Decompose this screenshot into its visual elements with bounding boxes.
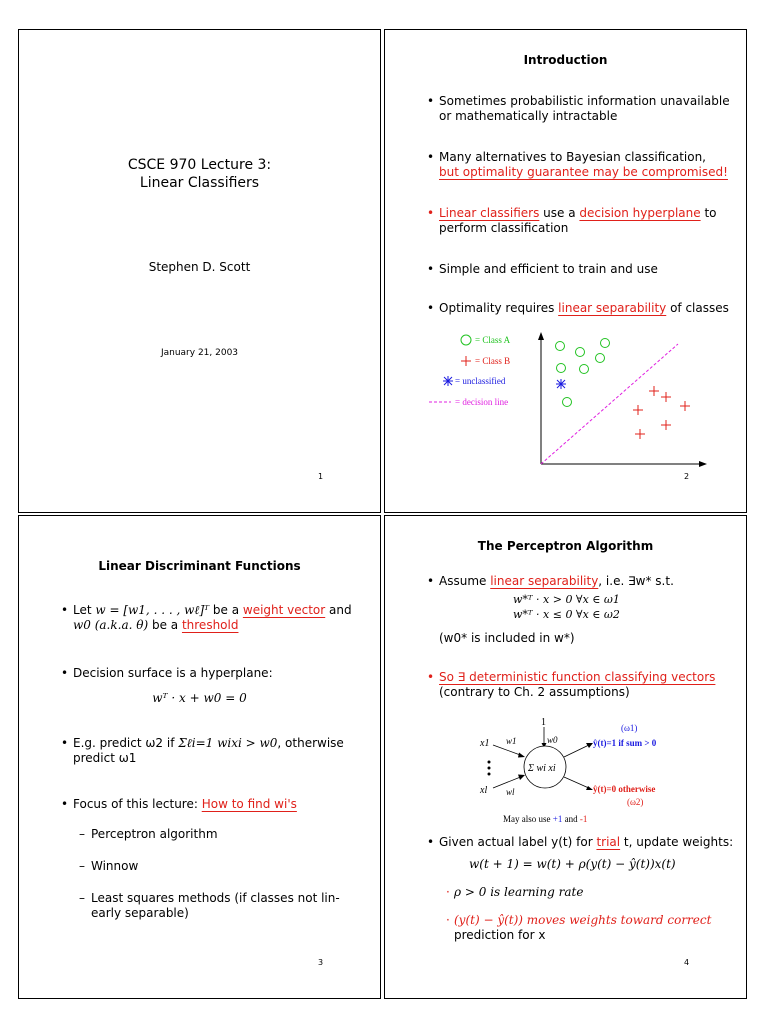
sub-bullet-1: · ρ > 0 is learning rate <box>446 885 584 899</box>
bullet-5: • Optimality requires linear separability of classes <box>427 301 729 315</box>
sub-bullet-2: – Winnow <box>79 859 139 873</box>
w1-label: w1 <box>506 736 517 746</box>
scatter-plot <box>535 330 715 480</box>
slide-3 <box>18 515 381 999</box>
negative-output-arrowhead <box>586 786 593 790</box>
page-number: 1 <box>318 472 324 481</box>
summation-label: Σ wi xi <box>528 763 556 774</box>
sub-bullet-2: · (y(t) − ŷ(t)) moves weights toward correct prediction for x <box>446 913 712 942</box>
omega2-label: (ω2) <box>627 797 644 807</box>
diagram-caption: May also use +1 and -1 <box>503 814 588 824</box>
bullet-1: • Assume linear separability, i.e. ∃w* s.t. <box>427 574 674 588</box>
y-axis-arrow <box>538 332 544 340</box>
x1-arrow <box>493 745 523 756</box>
positive-output-arrow <box>564 744 591 757</box>
bullet-3: • E.g. predict ω2 if Σℓi=1 wixi > w0, otherwise predict ω1 <box>61 736 344 765</box>
slide4-title: The Perceptron Algorithm <box>477 539 654 553</box>
page-number: 4 <box>684 958 690 967</box>
separability-eq-2: w*ᵀ · x ≤ 0 ∀x ∈ ω2 <box>513 608 620 621</box>
legend-decision: = decision line <box>455 397 509 407</box>
w0-label: w0 <box>547 735 558 745</box>
class-b-points <box>633 386 690 439</box>
class-a-marker <box>461 335 471 345</box>
x1-arrowhead <box>518 753 525 758</box>
bias-note: (w0* is included in w*) <box>439 631 575 645</box>
class-a-points <box>556 339 610 407</box>
negative-output-label: ŷ(t)=0 otherwise <box>593 784 656 794</box>
slide1-date: January 21, 2003 <box>160 348 239 358</box>
legend-class-a: = Class A <box>475 335 511 345</box>
sub-bullet-3: – Least squares methods (if classes not lin- early separable) <box>79 891 340 920</box>
omega1-label: (ω1) <box>621 723 638 733</box>
slide1-author: Stephen D. Scott <box>148 260 251 274</box>
bullet-3: • Linear classifiers use a decision hyperplane to perform classification <box>427 206 717 235</box>
slide2-title: Introduction <box>523 53 608 67</box>
slide3-title: Linear Discriminant Functions <box>98 559 301 573</box>
positive-output-label: ŷ(t)=1 if sum > 0 <box>593 738 657 748</box>
xl-arrowhead <box>518 775 525 781</box>
class-b-marker <box>461 356 471 366</box>
slide-4 <box>384 515 747 999</box>
page-number: 3 <box>318 958 324 967</box>
wl-label: wl <box>506 787 515 797</box>
slide1-title-line1: CSCE 970 Lecture 3: <box>127 157 272 173</box>
bullet-1: • Sometimes probabilistic information unavailable or mathematically intractable <box>427 94 730 123</box>
decision-line <box>541 344 678 464</box>
slide1-title-line2: Linear Classifiers <box>139 175 260 191</box>
sub-bullet-1: – Perceptron algorithm <box>79 827 218 841</box>
legend-class-b: = Class B <box>475 356 511 366</box>
separability-eq-1: w*ᵀ · x > 0 ∀x ∈ ω1 <box>513 593 620 606</box>
page-number: 2 <box>684 472 690 481</box>
slide-2 <box>384 29 747 513</box>
x-axis-arrow <box>699 461 707 467</box>
bullet-2: • So ∃ deterministic function classifying vectors (contrary to Ch. 2 assumptions) <box>427 670 716 699</box>
x1-label: x1 <box>480 738 490 749</box>
bullet-2: • Many alternatives to Bayesian classification, but optimality guarantee may be compromised! <box>427 150 728 179</box>
bullet-2: • Decision surface is a hyperplane: <box>61 666 273 680</box>
xl-label: xl <box>480 785 488 796</box>
bullet-4: • Focus of this lecture: How to find wi's <box>61 797 297 811</box>
bias-input-label: 1 <box>541 717 546 728</box>
unclassified-point <box>556 379 566 389</box>
negative-output-arrow <box>564 777 591 789</box>
vertical-ellipsis <box>488 761 491 776</box>
legend-unclassified: = unclassified <box>455 376 506 386</box>
hyperplane-equation: wᵀ · x + w0 = 0 <box>152 691 247 705</box>
bullet-3: • Given actual label y(t) for trial t, update weights: <box>427 835 734 849</box>
bullet-1: • Let w = [w1, . . . , wℓ]ᵀ be a weight vector and w0 (a.k.a. θ) be a threshold <box>61 603 352 632</box>
bullet-4: • Simple and efficient to train and use <box>427 262 658 276</box>
unclassified-marker <box>443 376 453 386</box>
update-equation: w(t + 1) = w(t) + ρ(y(t) − ŷ(t))x(t) <box>469 857 676 871</box>
slide-1 <box>18 29 381 513</box>
